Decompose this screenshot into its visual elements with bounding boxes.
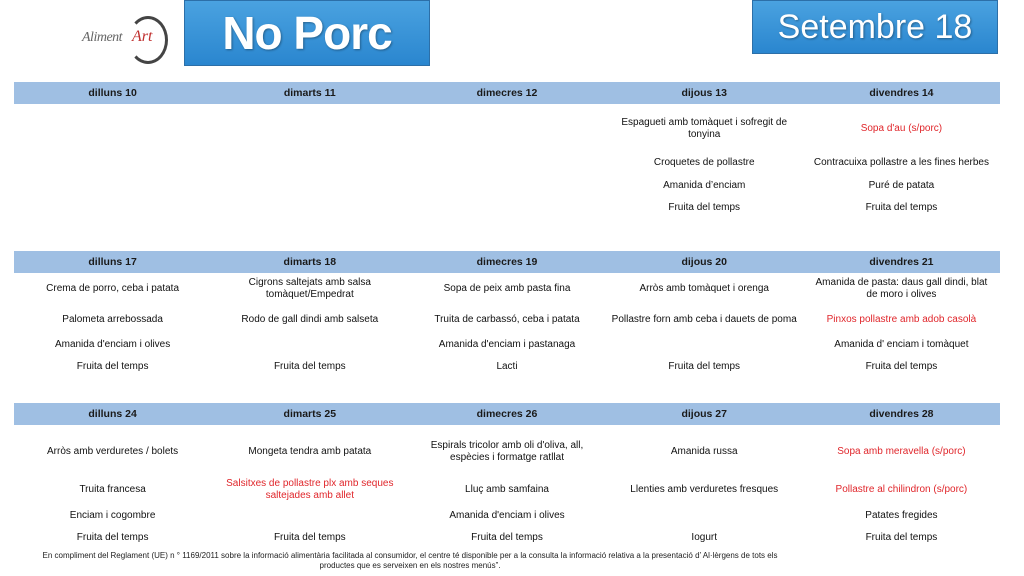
menu-first-course: Espagueti amb tomàquet i sofregit de tonyina	[621, 116, 788, 140]
day-menu	[606, 425, 803, 549]
menu-second-course: Llenties amb verduretes fresques	[630, 483, 779, 495]
week-1	[14, 82, 1000, 218]
menu-second-course: Croquetes de pollastre	[653, 156, 755, 168]
week-menus	[14, 273, 1000, 377]
menu-side	[606, 335, 803, 355]
menu-side	[211, 176, 408, 196]
day-header: dimarts 11	[283, 87, 336, 99]
menu-dessert: Fruita del temps	[668, 201, 741, 213]
menu-side	[408, 176, 605, 196]
menu-first-course: Cigrons saltejats amb salsa tomàquet/Empedrat	[248, 276, 371, 300]
menu-title-banner	[184, 0, 430, 66]
menu-second-course: Contracuixa pollastre a les fines herbes	[813, 156, 989, 168]
menu-dessert: Fruita del temps	[273, 531, 346, 543]
menu-second-course: Pollastre forn amb ceba i dauets de poma	[611, 313, 797, 325]
day-menu	[803, 273, 1000, 377]
menu-second-course	[408, 150, 605, 176]
menu-dessert: Fruita del temps	[668, 360, 741, 372]
day-menu	[408, 104, 605, 218]
day-header: dijous 27	[681, 408, 727, 420]
menu-side	[211, 335, 408, 355]
menu-dessert: Fruita del temps	[76, 360, 149, 372]
menu-dessert: Lacti	[496, 360, 518, 372]
menu-side: Puré de patata	[868, 179, 935, 191]
menu-side: Amanida d'enciam i olives	[449, 509, 565, 521]
logo-mark: Art	[132, 28, 153, 45]
day-menu	[803, 425, 1000, 549]
menu-dessert: Fruita del temps	[273, 360, 346, 372]
day-header: divendres 21	[869, 256, 934, 268]
menu-first-course	[14, 114, 211, 144]
menu-first-course: Espirals tricolor amb oli d'oliva, all, espècies i formatge ratllat	[430, 439, 584, 463]
week-header	[14, 251, 1000, 273]
menu-first-course	[408, 114, 605, 144]
day-menu	[211, 273, 408, 377]
menu-side: Patates fregides	[865, 509, 938, 521]
menu-dessert: Fruita del temps	[865, 201, 938, 213]
menu-dessert: Fruita del temps	[471, 531, 543, 543]
month-banner	[752, 0, 998, 54]
menu-side: Amanida d'enciam i olives	[54, 338, 171, 350]
day-header: divendres 28	[869, 408, 934, 420]
day-menu	[606, 104, 803, 218]
month-title: Setembre 18	[777, 7, 973, 46]
week-header	[14, 82, 1000, 104]
menu-dessert: Fruita del temps	[76, 531, 149, 543]
menu-side: Enciam i cogombre	[69, 509, 156, 521]
menu-first-course: Sopa d'au (s/porc)	[860, 122, 943, 134]
day-header: dijous 20	[681, 256, 727, 268]
menu-dessert	[408, 198, 605, 218]
menu-first-course: Mongeta tendra amb patata	[248, 445, 372, 457]
menu-first-course: Amanida de pasta: daus gall dindi, blat de moro i olives	[815, 276, 988, 300]
menu-second-course: Rodo de gall dindi amb salseta	[241, 313, 379, 325]
day-header: dimecres 19	[476, 256, 538, 268]
menu-dessert: Iogurt	[691, 531, 717, 543]
menu-second-course: Salsitxes de pollastre plx amb seques saltejades amb allet	[226, 477, 394, 501]
menu-first-course: Crema de porro, ceba i patata	[46, 282, 180, 294]
menu-first-course	[211, 114, 408, 144]
week-menus	[14, 425, 1000, 549]
day-menu	[14, 273, 211, 377]
day-header: dilluns 17	[88, 256, 137, 268]
day-header: dilluns 10	[88, 87, 137, 99]
week-menus	[14, 104, 1000, 218]
week-header	[14, 403, 1000, 425]
menu-first-course: Sopa amb meravella (s/porc)	[837, 445, 966, 457]
menu-side	[211, 505, 408, 527]
menu-dessert: Fruita del temps	[865, 360, 938, 372]
menu-second-course: Pollastre al chilindron (s/porc)	[835, 483, 968, 495]
day-header: dimarts 18	[283, 256, 337, 268]
menu-first-course: Sopa de peix amb pasta fina	[443, 282, 571, 294]
menu-side	[14, 176, 211, 196]
day-menu	[211, 425, 408, 549]
menu-second-course: Truita francesa	[79, 483, 146, 495]
menu-dessert	[14, 198, 211, 218]
menu-title: No Porc	[222, 7, 392, 59]
day-menu	[606, 273, 803, 377]
menu-second-course	[14, 150, 211, 176]
day-menu	[408, 273, 605, 377]
allergen-notice: En compliment del Reglament (UE) n ° 1169/2011 sobre la informació alimentària facilitada al consumidor, el centre té disponible per a la consulta la informació relativa a la presentació d’ Al·lèrgens de tots els productes que es serveixen en els nostres menús”.	[42, 551, 778, 570]
day-header: dilluns 24	[88, 408, 137, 420]
menu-second-course: Lluç amb samfaina	[465, 483, 549, 495]
week-2	[14, 251, 1000, 377]
day-header: dimecres 12	[476, 87, 538, 99]
day-menu	[211, 104, 408, 218]
menu-first-course: Arròs amb tomàquet i orenga	[639, 282, 769, 294]
alimentart-logo	[40, 8, 153, 58]
menu-dessert	[211, 198, 408, 218]
day-header: dimecres 26	[476, 408, 538, 420]
week-3	[14, 403, 1000, 549]
menu-side	[606, 505, 803, 527]
logo-text: Aliment	[82, 30, 123, 45]
day-menu	[14, 425, 211, 549]
menu-side: Amanida d’enciam	[663, 179, 746, 191]
menu-side: Amanida d'enciam i pastanaga	[438, 338, 576, 350]
menu-second-course	[211, 150, 408, 176]
menu-first-course: Amanida russa	[670, 445, 738, 457]
day-menu	[408, 425, 605, 549]
day-menu	[14, 104, 211, 218]
day-header: divendres 14	[869, 87, 934, 99]
menu-second-course: Palometa arrebossada	[62, 313, 163, 325]
day-menu	[803, 104, 1000, 218]
day-header: dimarts 25	[283, 408, 337, 420]
menu-second-course: Truita de carbassó, ceba i patata	[434, 313, 580, 325]
menu-first-course: Arròs amb verduretes / bolets	[47, 445, 179, 457]
menu-second-course: Pinxos pollastre amb adob casolà	[826, 313, 977, 325]
day-header: dijous 13	[681, 87, 727, 99]
menu-dessert: Fruita del temps	[865, 531, 938, 543]
menu-side: Amanida d' enciam i tomàquet	[834, 338, 969, 350]
